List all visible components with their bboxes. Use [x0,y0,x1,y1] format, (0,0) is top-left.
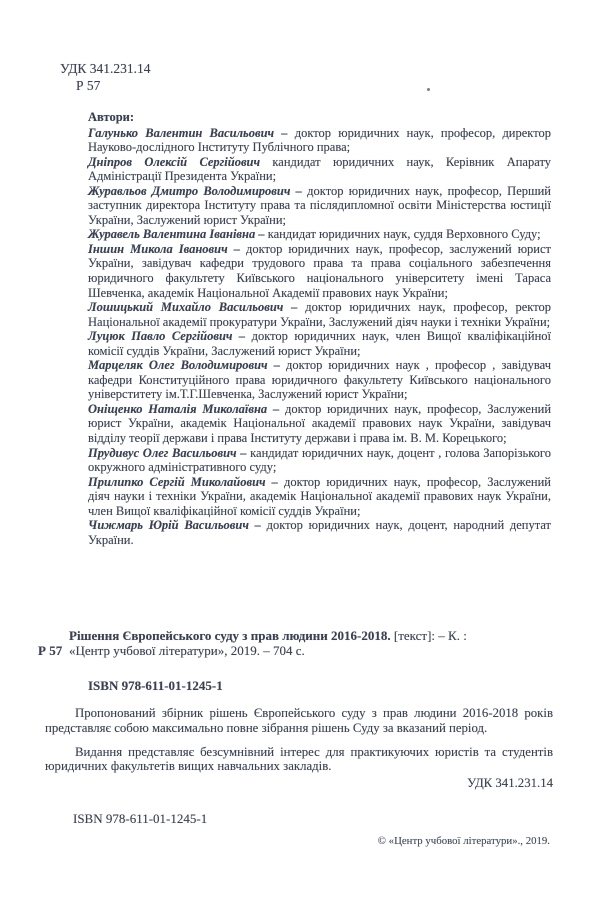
udc-number: УДК 341.231.14 [60,61,151,76]
author-description: кандидат юридичних наук, доцент , голова Запорізького окружного адміністративного суду; [88,445,551,475]
author-entry [88,242,551,300]
authors-section [88,110,551,547]
author-description: кандидат юридичних наук, суддя Верховного Суду; [264,227,541,242]
catalog-code: Р 57 [38,643,63,658]
author-description: доктор юридичних наук, професор, Заслужений діяч науки і техніки України, академік Національної академії правових наук України, член Вищої кваліфікаційної комісії суддів України; [88,474,551,518]
author-name: Прилипко Сергій Миколайович – [88,474,278,489]
author-entry [88,402,551,446]
bib-publisher-line: «Центр учбової літератури», 2019. – 704 с. [69,643,305,658]
bib-title-tail: [текст]: – К. : [390,628,467,643]
book-title: Рішення Європейського суду з прав людини 2016-2018. [69,628,391,643]
catalog-card-block [38,628,553,791]
author-name: Луцюк Павло Сергійович – [88,329,246,344]
author-entry [88,155,551,184]
author-name: Чижмарь Юрій Васильович – [88,518,261,533]
author-name: Журавльов Дмитро Володимирович – [88,183,302,198]
author-name: Лошицький Михайло Васильович – [88,300,298,315]
author-description: доктор юридичних наук , професор , завідувач кафедри Конституційного права юридичного факультету Київського національного універститету ім.Т.Г.Шевченка, Заслужений юрист України; [88,358,551,402]
author-entry [88,227,551,242]
author-entry [88,126,551,155]
isbn-top: ISBN 978-611-01-1245-1 [88,678,223,693]
author-name: Іншин Микола Іванович – [88,241,240,256]
author-name: Дніпров Олексій Сергійович [88,154,261,169]
author-entry [88,358,551,402]
author-entry [88,300,551,329]
isbn-bottom: ISBN 978-611-01-1245-1 [73,811,208,826]
author-name: Журавель Валентина Іванівна – [88,227,265,242]
author-entry [88,184,551,228]
author-name: Прудивус Олег Васильович – [88,445,247,460]
annotation [45,706,553,774]
author-name: Галунько Валентин Васильович – [88,125,288,140]
author-description: доктор юридичних наук, професор, заслужений юрист України, завідувач кафедри трудового права та права соціального забезпечення юридичного факультету Київського національного університету імені Тараса Шевченка, академік Національної Академії правових наук України; [88,241,551,300]
annotation-paragraph-1: Пропонований збірник рішень Європейського суду з прав людини 2016-2018 років представляє собою максимально повне зібрання рішень Суду за вказаний період. [45,706,553,735]
catalog-code-top: Р 57 [76,78,101,93]
author-description: доктор юридичних наук, професор, директор Науково-дослідного Інституту Публічного права; [88,125,551,155]
udc-number-bottom: УДК 341.231.14 [467,776,553,791]
author-description: кандидат юридичних наук, Керівник Апарату Адміністрації Президента України; [88,154,551,184]
annotation-paragraph-2: Видання представляє безсумнівний інтерес для практикуючих юристів та студентів юридичних факультетів вищих навчальних закладів. [45,744,553,774]
author-entry [88,518,551,547]
author-name: Марцеляк Олег Володимирович – [88,358,280,373]
authors-heading: Автори: [88,110,135,124]
author-description: доктор юридичних наук, професор, ректор Національної академії прокуратури України, Заслужений діяч науки і техніки України; [88,300,551,329]
author-description: доктор юридичних наук, доцент, народний депутат України. [88,518,552,547]
author-description: доктор юридичних наук, професор, Перший заступник директора Інституту права та післядипломної освіти Міністерства юстиції України, Заслужений юрист України; [88,183,551,227]
author-name: Оніщенко Наталія Миколаївна – [88,401,280,416]
scan-speck-artifact [427,88,430,91]
copyright-line: © «Центр учбової літератури»., 2019. [377,835,550,847]
author-description: доктор юридичних наук, професор, Заслужений юрист України, академік Національної академії правових наук України, завідувач відділу теорії держави і права Інституту держави і права ім. В. М. Корецького; [88,401,552,446]
author-description: доктор юридичних наук, член Вищої кваліфікаційної комісії суддів України, Заслужений юрист України; [88,329,551,358]
author-entry [88,475,551,519]
bibliographic-entry [38,628,553,658]
author-entry [88,446,551,475]
author-entry [88,329,551,358]
udc-block [60,60,151,94]
